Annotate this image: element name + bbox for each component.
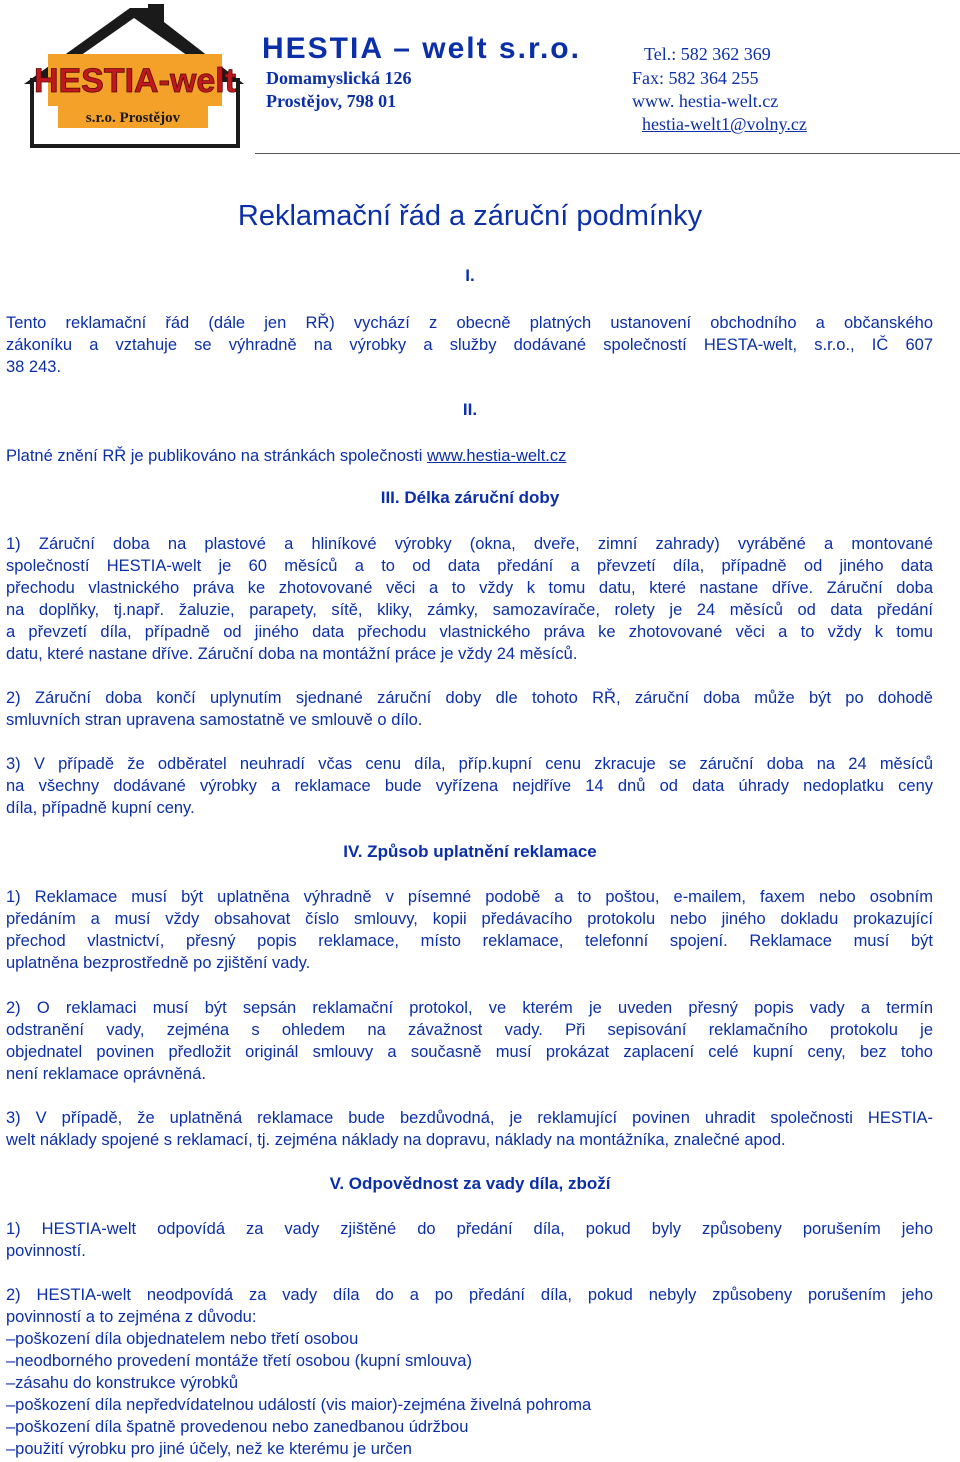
- letterhead: [0, 0, 960, 160]
- text-line: 38 243.: [6, 358, 62, 376]
- list-item: –použití výrobku pro jiné účely, než ke kterému je určen: [6, 1440, 412, 1458]
- text-line: objednatel povinen předložit originál smlouvy a současně musí prokázat zaplacení celé kupní ceny, bez toho: [6, 1043, 933, 1061]
- section-iv-p3: [6, 1107, 933, 1151]
- text-line: welt náklady spojené s reklamací, tj. zejména náklady na dopravu, náklady na montážníka, znalečné apod.: [6, 1131, 786, 1149]
- list-item: –poškození díla objednatelem nebo třetí osobou: [6, 1330, 359, 1348]
- text-line: a převzetí díla, případně od jiného data přechodu vlastnického práva ke zhotovované věci a to vždy k tomu: [6, 623, 933, 641]
- text-line: 1) HESTIA-welt odpovídá za vady zjištěné do předání díla, pokud byly způsobeny porušením jeho: [6, 1220, 933, 1238]
- hestia-welt-logo: [18, 2, 248, 150]
- text-line: povinností a to zejména z důvodu:: [6, 1308, 257, 1326]
- section-ii-heading: II.: [462, 400, 478, 419]
- text-line: odstranění vady, zejména s ohledem na závažnost vady. Při sepisování reklamačního protokolu je: [6, 1021, 933, 1039]
- header-divider: [255, 153, 960, 154]
- text-line: 2) O reklamaci musí být sepsán reklamační protokol, ve kterém je uveden přesný popis vady a termín: [6, 999, 933, 1017]
- section-v-p2: [6, 1284, 933, 1460]
- section-iii-p2: [6, 687, 933, 731]
- section-ii-text: [6, 445, 933, 467]
- text-line: 2) Záruční doba končí uplynutím sjednané záruční doby dle tohoto RŘ, záruční doba může být po dohodě: [6, 689, 933, 707]
- page-title: Reklamační řád a záruční podmínky: [237, 200, 703, 232]
- list-item: –neodborného provedení montáže třetí osobou (kupní smlouva): [6, 1352, 472, 1370]
- email-link[interactable]: hestia-welt1@volny.cz: [642, 114, 807, 134]
- section-iii-p3: [6, 753, 933, 819]
- text-line: díla, případně kupní ceny.: [6, 799, 195, 817]
- website: www. hestia-welt.cz: [632, 91, 779, 111]
- website-link[interactable]: www.hestia-welt.cz: [427, 447, 567, 465]
- company-city: Prostějov, 798 01: [266, 91, 397, 111]
- section-iii-heading: III. Délka záruční doby: [380, 488, 560, 507]
- logo-subtext: s.r.o. Prostějov: [85, 110, 181, 126]
- section-iii-p1: [6, 533, 933, 665]
- list-item: –poškození díla nepředvídatelnou událostí (vis maior)-zejména živelná pohroma: [6, 1396, 592, 1414]
- text-line: zákoníku a vztahuje se výhradně na výrobky a služby dodávané společností HESTA-welt, s.r.o., IČ 607: [6, 336, 933, 354]
- text-line: 3) V případě, že uplatněná reklamace bude bezdůvodná, je reklamující povinen uhradit společnosti HESTIA-: [6, 1109, 933, 1127]
- fax: Fax: 582 364 255: [632, 68, 759, 88]
- text-line: uplatněna bezprostředně po zjištění vady.: [6, 954, 311, 972]
- text-line: datu, které nastane dříve. Záruční doba na montážní práce je vždy 24 měsíců.: [6, 645, 578, 663]
- company-name: HESTIA – welt s.r.o.: [262, 32, 581, 65]
- section-iv-heading: IV. Způsob uplatnění reklamace: [343, 842, 597, 861]
- text-line: 1) Reklamace musí být uplatněna výhradně v písemné podobě a to poštou, e-mailem, faxem nebo osobním: [6, 888, 933, 906]
- section-iv-p1: [6, 886, 933, 974]
- text-line: na všechny dodávané výrobky a reklamace bude vyřízena nejdříve 14 dnů od data úhrady nedoplatku ceny: [6, 777, 933, 795]
- phone: Tel.: 582 362 369: [644, 44, 771, 64]
- company-street: Domamyslická 126: [266, 68, 412, 88]
- text-line: na doplňky, tj.např. žaluzie, parapety, sítě, kliky, zámky, samozavírače, rolety je 24 měsíců od data předání: [6, 601, 933, 619]
- text-line: Platné znění RŘ je publikováno na stránkách společnosti: [6, 447, 427, 465]
- text-line: 1) Záruční doba na plastové a hliníkové výrobky (okna, dveře, zimní zahrady) vyráběné a montované: [6, 535, 933, 553]
- text-line: Tento reklamační řád (dále jen RŘ) vychází z obecně platných ustanovení obchodního a občanského: [6, 314, 933, 332]
- text-line: 2) HESTIA-welt neodpovídá za vady díla do a po předání díla, pokud nebyly způsobeny porušením jeho: [6, 1286, 933, 1304]
- text-line: přechodu vlastnického práva ke zhotovované věci a to vždy k tomu datu, které nastane dříve. Záruční doba: [6, 579, 933, 597]
- text-line: není reklamace oprávněná.: [6, 1065, 206, 1083]
- section-v-p1: [6, 1218, 933, 1262]
- list-item: –zásahu do konstrukce výrobků: [6, 1374, 239, 1392]
- text-line: 3) V případě že odběratel neuhradí včas cenu díla, příp.kupní cenu zkracuje se záruční doba na 24 měsíců: [6, 755, 933, 773]
- section-iv-p2: [6, 997, 933, 1085]
- section-i-text: [6, 312, 933, 378]
- logo-text: HESTIA-welt: [33, 62, 237, 100]
- text-line: přechod vlastnictví, přesný popis reklamace, místo reklamace, telefonní spojení. Reklamace musí být: [6, 932, 933, 950]
- text-line: povinností.: [6, 1242, 86, 1260]
- section-i-heading: I.: [465, 266, 475, 285]
- text-line: předáním a musí vždy obsahovat číslo smlouvy, kopii předávacího protokolu nebo jiného dokladu prokazující: [6, 910, 933, 928]
- section-v-heading: V. Odpovědnost za vady díla, zboží: [329, 1174, 611, 1193]
- text-line: společností HESTIA-welt je 60 měsíců a to od data předání a převzetí díla, případně od jiného data: [6, 557, 933, 575]
- text-line: smluvních stran upravena samostatně ve smlouvě o dílo.: [6, 711, 423, 729]
- list-item: –poškození díla špatně provedenou nebo zanedbanou údržbou: [6, 1418, 469, 1436]
